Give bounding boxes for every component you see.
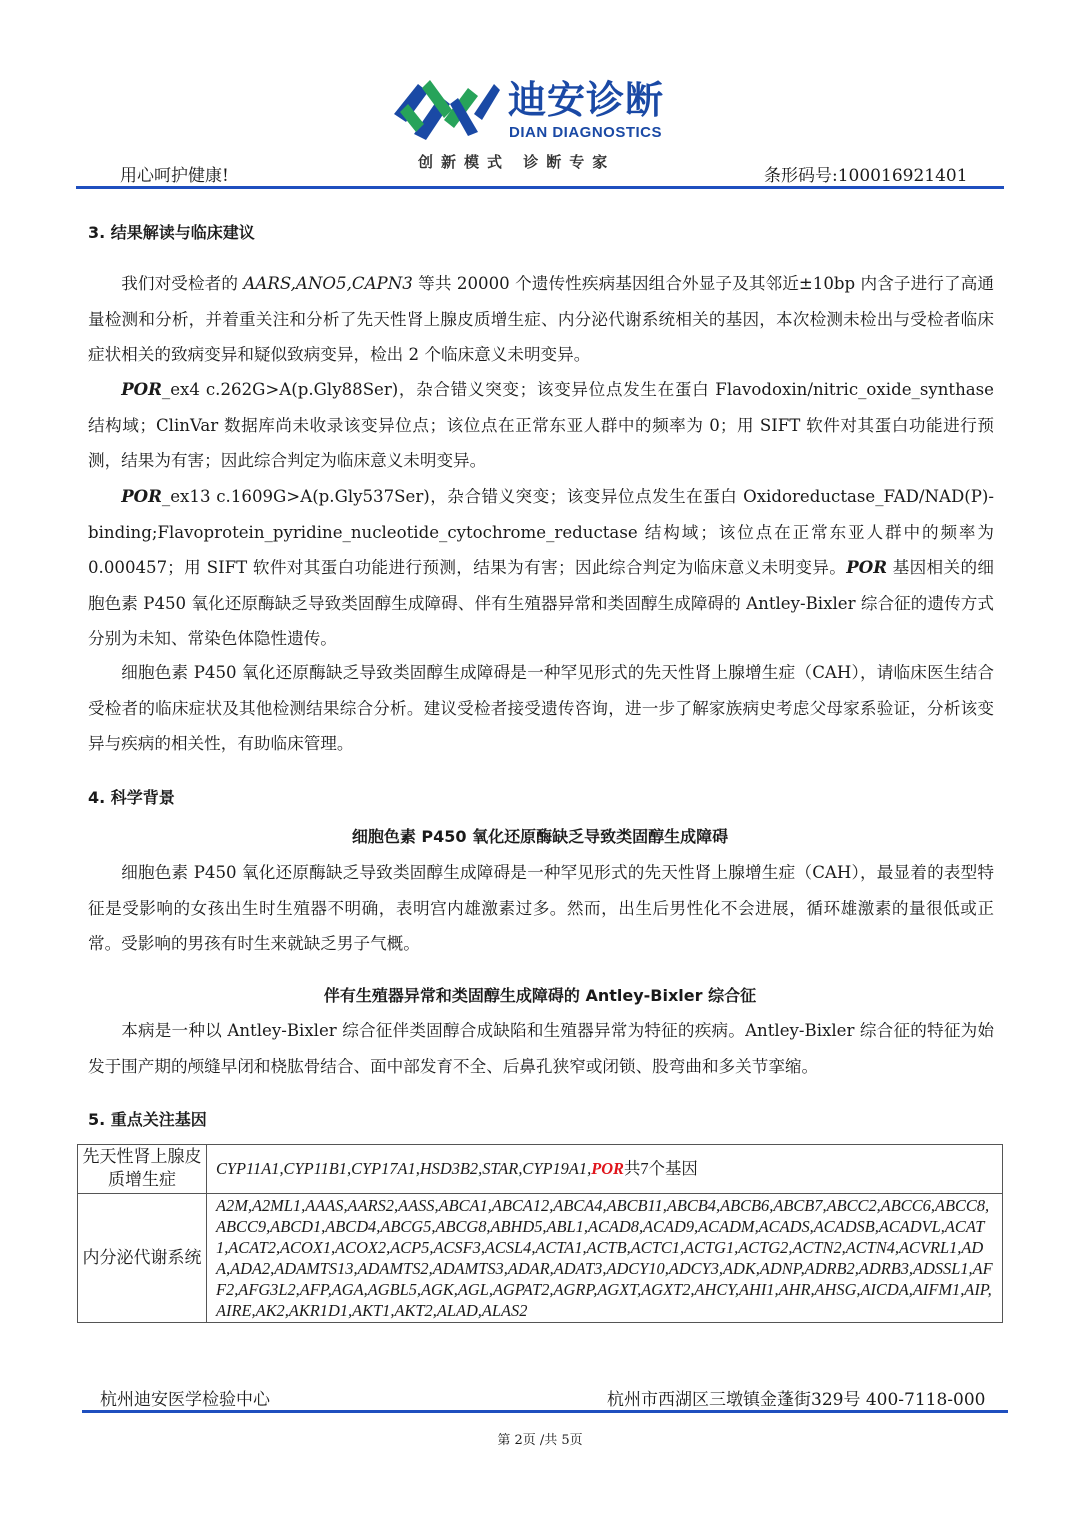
footer-lab-name: 杭州迪安医学检验中心: [100, 1390, 270, 1410]
gene-list: AARS,ANO5,CAPN3: [243, 274, 413, 293]
disease-title-2: 伴有生殖器异常和类固醇生成障碍的 Antley-Bixler 综合征: [323, 986, 757, 1005]
section-heading-background: 4. 科学背景: [88, 788, 175, 807]
genes-cell: CYP11A1,CYP11B1,CYP17A1,HSD3B2,STAR,CYP19A1,POR共7个基因: [207, 1145, 1003, 1194]
section-heading-results: 3. 结果解读与临床建议: [88, 223, 255, 242]
barcode-label: 条形码号:: [764, 166, 838, 186]
genes-cell: A2M,A2ML1,AAAS,AARS2,AASS,ABCA1,ABCA12,ABCA4,ABCB11,ABCB4,ABCB6,ABCB7,ABCC2,ABCC6,ABCC8,ABCC9,ABCD1,ABCD4,ABCG5,ABCG8,ABHD5,ABL1,ACAD8,ACAD9,ACADM,ACADS,ACADSB,ACADVL,ACAT1,ACAT2,ACOX1,ACOX2,ACP5,ACSF3,ACSL4,ACTA1,ACTB,ACTC1,ACTG1,ACTG2,ACTN2,ACTN4,ACVRL1,ADA,ADA2,ADAMTS13,ADAMTS2,ADAMTS3,ADAR,ADAT3,ADCY10,ADCY3,ADK,ADNP,ADRB2,ADRB3,ADSSL1,AFF2,AFG3L2,AFP,AGA,AGBL5,AGK,AGL,AGPAT2,AGRP,AGXT,AGXT2,AHCY,AHI1,AHR,AHSG,AICDA,AIFM1,AIP,AIRE,AK2,AKR1D1,AKT1,AKT2,ALAD,ALAS2: [207, 1194, 1003, 1323]
table-row: [78, 1145, 1003, 1194]
gene-symbol: POR: [121, 486, 162, 506]
category-cell: 内分泌代谢系统: [78, 1194, 207, 1323]
gene-symbol: POR: [121, 379, 162, 399]
header-divider: [76, 186, 1004, 189]
footer-address: 杭州市西湖区三墩镇金蓬街329号 400-7118-000: [607, 1390, 986, 1410]
header-motto: 用心呵护健康!: [120, 166, 229, 186]
highlighted-gene: POR: [591, 1159, 624, 1178]
gene-symbol: POR: [846, 557, 887, 577]
disease-description-2: 本病是一种以 Antley-Bixler 综合征伴类固醇合成缺陷和生殖器异常为特征的疾病。Antley-Bixler 综合征的特征为始发于围产期的颅缝早闭和桡肱骨结合、面中部发育不全、后鼻孔狭窄或闭锁、股弯曲和多关节挛缩。: [88, 1021, 994, 1076]
category-cell: 先天性肾上腺皮质增生症: [78, 1145, 207, 1194]
brand-name-en: DIAN DIAGNOSTICS: [509, 124, 663, 141]
results-paragraph-1: 我们对受检者的 AARS,ANO5,CAPN3 等共 20000 个遗传性疾病基因组合外显子及其邻近±10bp 内含子进行了高通量检测和分析，并着重关注和分析了先天性肾上腺皮质增生症、内分泌代谢系统相关的基因，本次检测未检出与受检者临床症状相关的致病变异和疑似致病变异，检出 2 个临床意义未明变异。: [88, 274, 994, 364]
logo-icon: [394, 74, 500, 140]
brand-slogan: 创新模式 诊断专家: [418, 153, 616, 171]
page-number: 第 2页 /共 5页: [497, 1433, 583, 1448]
gene-table: [77, 1144, 1003, 1323]
section-heading-genes: 5. 重点关注基因: [88, 1110, 207, 1129]
disease-description-1: 细胞色素 P450 氧化还原酶缺乏导致类固醇生成障碍是一种罕见形式的先天性肾上腺增生症（CAH），最显着的表型特征是受影响的女孩出生时生殖器不明确，表明宫内雄激素过多。然而，出生后男性化不会进展，循环雄激素的量很低或正常。受影响的男孩有时生来就缺乏男子气概。: [88, 863, 994, 953]
disease-title-1: 细胞色素 P450 氧化还原酶缺乏导致类固醇生成障碍: [351, 827, 729, 846]
footer-divider: [82, 1410, 1008, 1413]
barcode-number: [764, 161, 968, 186]
brand-name-cn: 迪安诊断: [508, 78, 665, 122]
variant-paragraph-1: POR_ex4 c.262G>A(p.Gly88Ser)，杂合错义突变；该变异位点发生在蛋白 Flavodoxin/nitric_oxide_synthase 结构域；ClinVar 数据库尚未收录该变异位点；该位点在正常东亚人群中的频率为 0；用 SIFT 软件对其蛋白功能进行预测，结果为有害；因此综合判定为临床意义未明变异。: [88, 379, 994, 470]
barcode-value: 100016921401: [837, 166, 968, 186]
clinical-advice-paragraph: 细胞色素 P450 氧化还原酶缺乏导致类固醇生成障碍是一种罕见形式的先天性肾上腺增生症（CAH），请临床医生结合受检者的临床症状及其他检测结果综合分析。建议受检者接受遗传咨询，进一步了解家族病史考虑父母家系验证，分析该变异与疾病的相关性，有助临床管理。: [88, 663, 994, 753]
variant-paragraph-2: POR_ex13 c.1609G>A(p.Gly537Ser)，杂合错义突变；该变异位点发生在蛋白 Oxidoreductase_FAD/NAD(P)-binding;Flavoprotein_pyridine_nucleotide_cytochrome_reductase 结构域；该位点在正常东亚人群中的频率为 0.000457；用 SIFT 软件对其蛋白功能进行预测，结果为有害；因此综合判定为临床意义未明变异。POR 基因相关的细胞色素 P450 氧化还原酶缺乏导致类固醇生成障碍、伴有生殖器异常和类固醇生成障碍的 Antley-Bixler 综合征的遗传方式分别为未知、常染色体隐性遗传。: [88, 486, 994, 648]
table-row: [78, 1194, 1003, 1323]
